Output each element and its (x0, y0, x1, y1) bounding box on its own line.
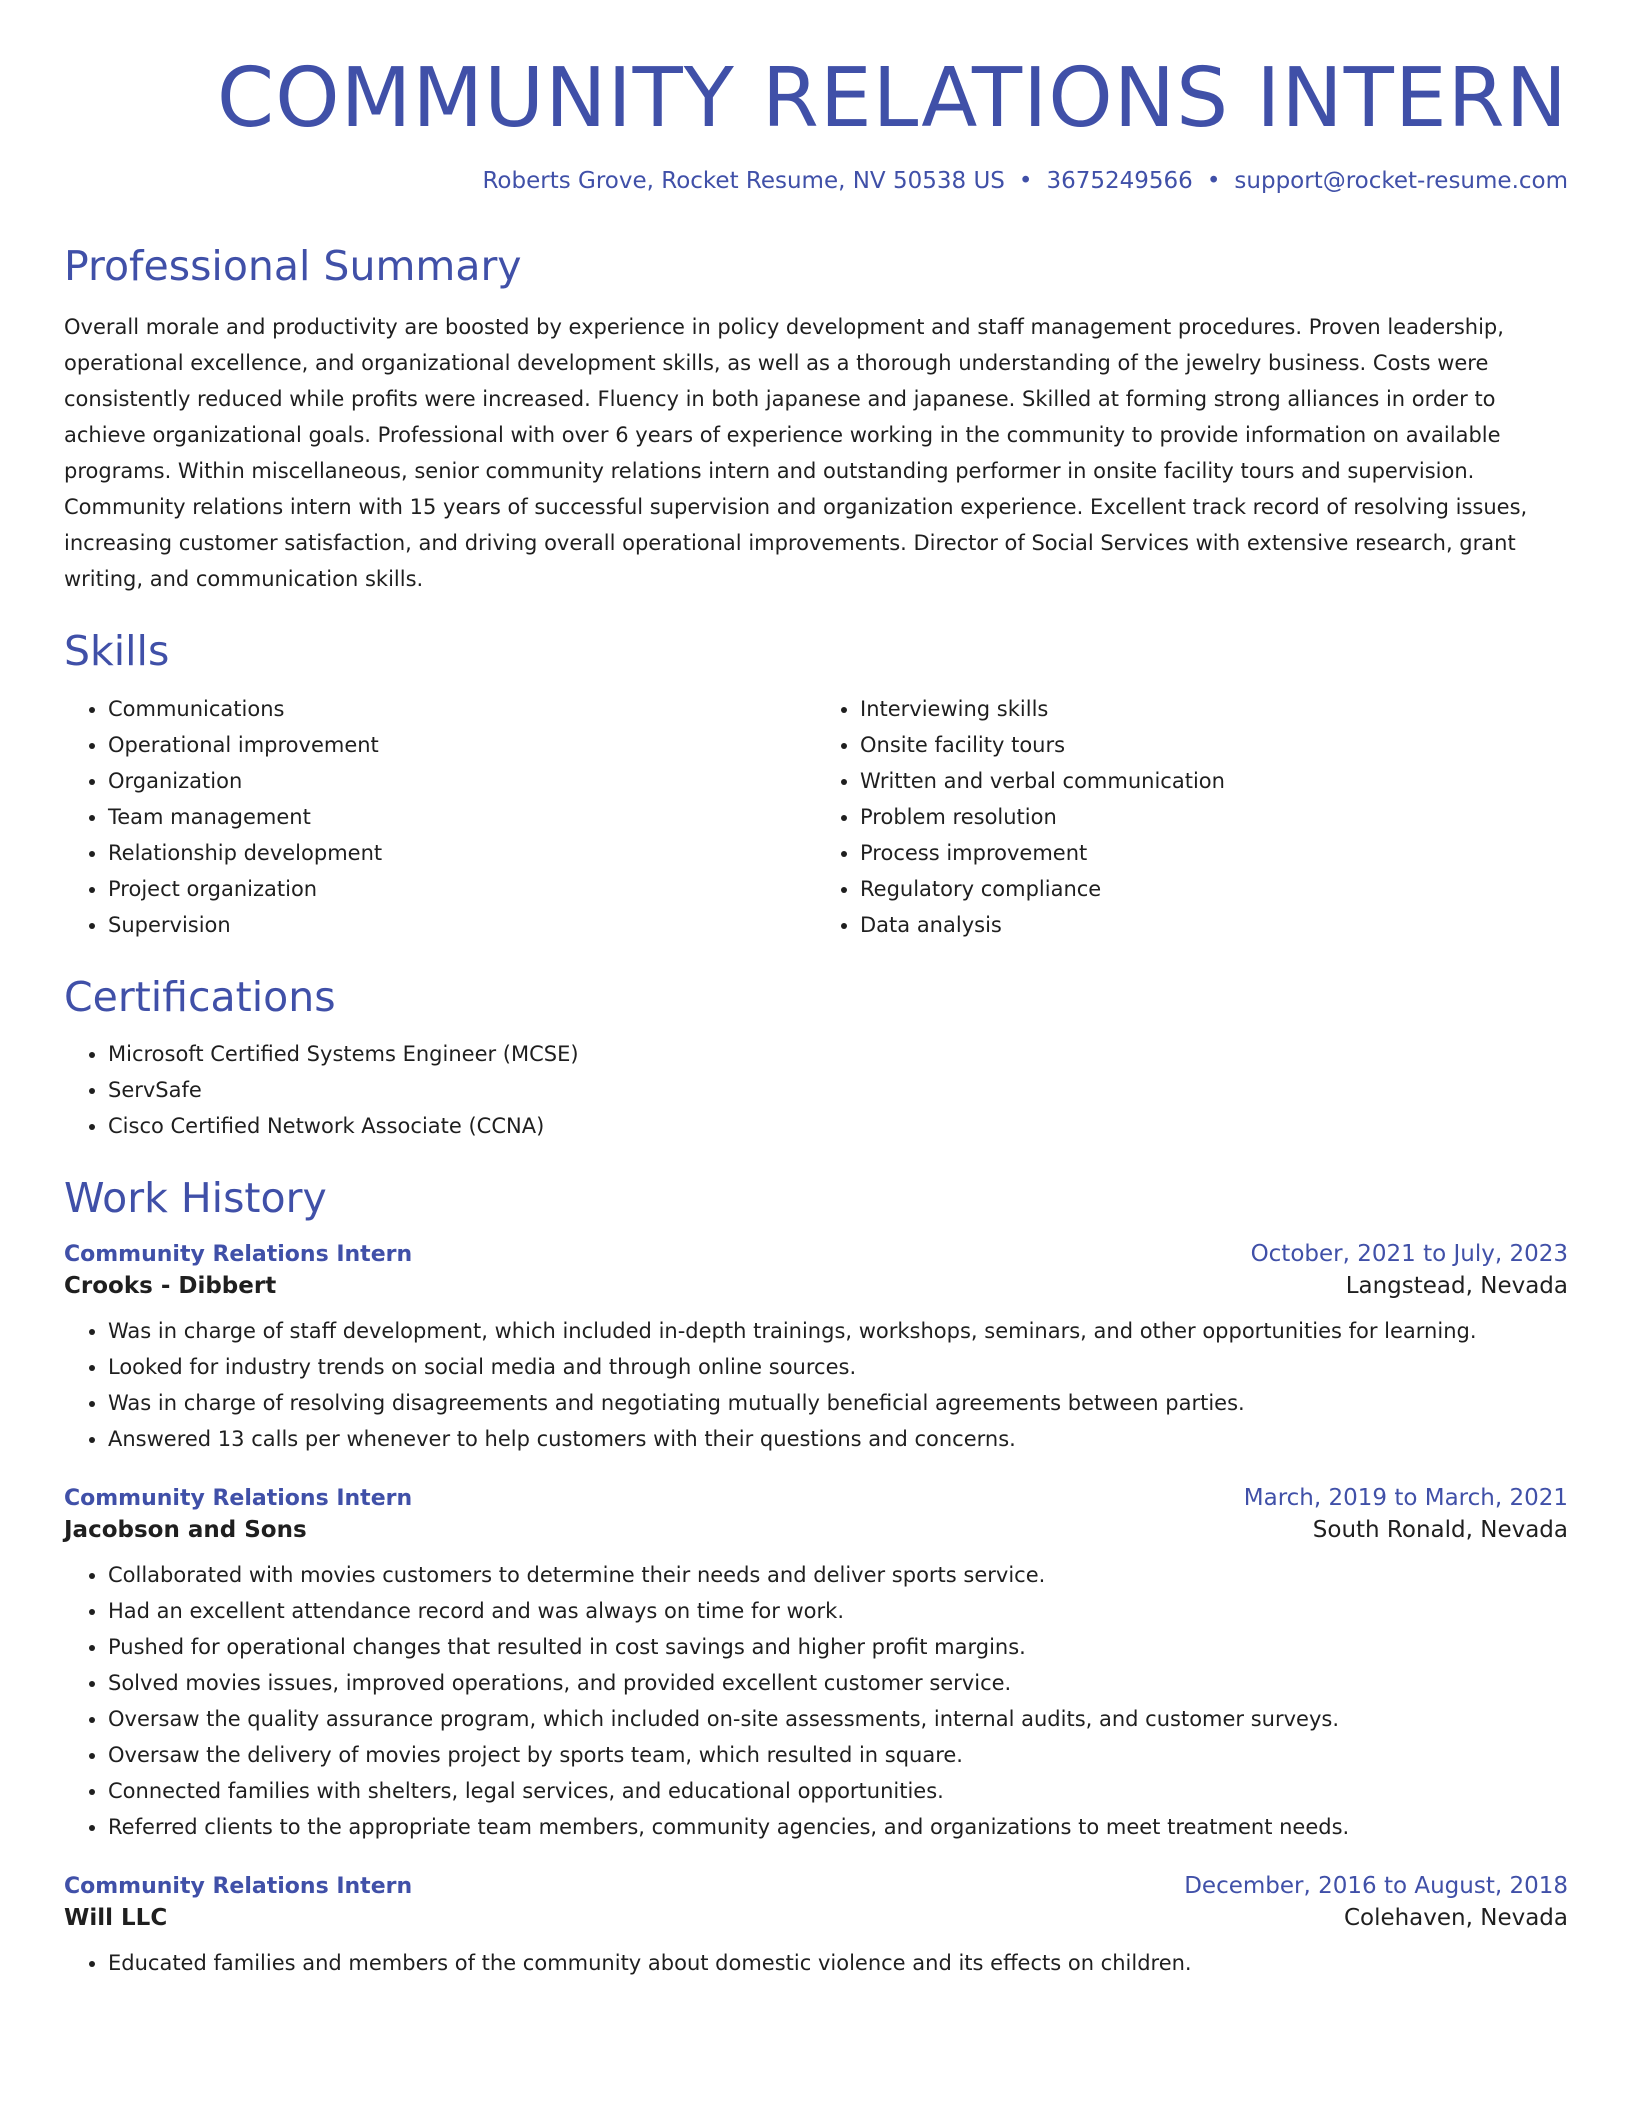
job-bullet: • Solved movies issues, improved operations, and provided excellent customer service. (108, 1665, 1568, 1701)
job-bullets (64, 1313, 1568, 1457)
skill-item: • Process improvement (860, 835, 1568, 871)
job-entry (64, 1873, 1568, 1981)
certifications-heading: Certifications (64, 972, 336, 1021)
job-location: South Ronald, Nevada (1312, 1517, 1568, 1544)
summary-heading: Professional Summary (64, 242, 522, 291)
job-bullet: • Collaborated with movies customers to determine their needs and deliver sports service. (108, 1557, 1568, 1593)
certification-item: • Microsoft Certified Systems Engineer (MCSE) (108, 1036, 1568, 1072)
job-bullet: • Referred clients to the appropriate team members, community agencies, and organizations to meet treatment needs. (108, 1809, 1568, 1845)
job-bullets (64, 1557, 1568, 1845)
skill-item: • Written and verbal communication (860, 763, 1568, 799)
skills-heading: Skills (64, 627, 170, 676)
skill-item: • Communications (108, 691, 816, 727)
job-title: Community Relations Intern (64, 1242, 413, 1268)
summary-text: Overall morale and productivity are boosted by experience in policy development and staff management procedures. Proven leadership, operational excellence, and organizational development skills, as well as a thorough understanding of the jewelry business. Costs were consistently reduced while profits were increased. Fluency in both japanese and japanese. Skilled at forming strong alliances in order to achieve organizational goals. Professional with over 6 years of experience working in the community to provide information on available programs. Within miscellaneous, senior community relations intern and outstanding performer in onsite facility tours and supervision. Community relations intern with 15 years of successful supervision and organization experience. Excellent track record of resolving issues, increasing customer satisfaction, and driving overall operational improvements. Director of Social Services with extensive research, grant writing, and communication skills. (64, 315, 1528, 592)
job-bullet: • Oversaw the quality assurance program, which included on-site assessments, internal audits, and customer surveys. (108, 1701, 1568, 1737)
contact-line (64, 168, 1568, 194)
skill-item: • Problem resolution (860, 799, 1568, 835)
job-bullet: • Looked for industry trends on social media and through online sources. (108, 1349, 1568, 1385)
job-bullet: • Connected families with shelters, legal services, and educational opportunities. (108, 1773, 1568, 1809)
skills-columns (64, 691, 1568, 943)
job-bullet: • Was in charge of resolving disagreements and negotiating mutually beneficial agreements between parties. (108, 1385, 1568, 1421)
job-company: Will LLC (64, 1905, 168, 1932)
job-company: Jacobson and Sons (64, 1517, 307, 1544)
job-bullet: • Pushed for operational changes that resulted in cost savings and higher profit margins. (108, 1629, 1568, 1665)
skill-item: • Organization (108, 763, 816, 799)
job-header (64, 1241, 1568, 1267)
job-entry (64, 1485, 1568, 1845)
certifications-list (64, 1036, 1568, 1144)
resume-page (64, 0, 1568, 1981)
skill-item: • Operational improvement (108, 727, 816, 763)
job-dates: October, 2021 to July, 2023 (1250, 1241, 1568, 1268)
job-subheader (64, 1905, 1568, 1931)
job-bullet: • Answered 13 calls per whenever to help customers with their questions and concerns. (108, 1421, 1568, 1457)
work-history-heading: Work History (64, 1173, 327, 1222)
job-header (64, 1873, 1568, 1899)
contact-separator: • (1206, 168, 1221, 195)
job-dates: March, 2019 to March, 2021 (1243, 1485, 1568, 1512)
certification-item: • ServSafe (108, 1072, 1568, 1108)
contact-separator: • (1018, 168, 1033, 195)
job-entry (64, 1241, 1568, 1457)
resume-title: COMMUNITY RELATIONS INTERN (216, 51, 1568, 146)
job-bullet: • Was in charge of staff development, which included in-depth trainings, workshops, seminars, and other opportunities for learning. (108, 1313, 1568, 1349)
skill-item: • Regulatory compliance (860, 871, 1568, 907)
skills-left-list (64, 691, 816, 943)
job-bullets (64, 1945, 1568, 1981)
skills-right-list (816, 691, 1568, 943)
skill-item: • Project organization (108, 871, 816, 907)
job-subheader (64, 1517, 1568, 1543)
job-location: Colehaven, Nevada (1343, 1905, 1568, 1932)
contact-email[interactable]: support@rocket-resume.com (1234, 168, 1568, 195)
skill-item: • Data analysis (860, 907, 1568, 943)
contact-address: Roberts Grove, Rocket Resume, NV 50538 US (482, 168, 1005, 195)
job-bullet: • Educated families and members of the community about domestic violence and its effects on children. (108, 1945, 1568, 1981)
skill-item: • Team management (108, 799, 816, 835)
job-location: Langstead, Nevada (1345, 1273, 1568, 1300)
certification-item: • Cisco Certified Network Associate (CCNA) (108, 1108, 1568, 1144)
job-bullet: • Had an excellent attendance record and was always on time for work. (108, 1593, 1568, 1629)
skill-item: • Relationship development (108, 835, 816, 871)
job-dates: December, 2016 to August, 2018 (1184, 1873, 1568, 1900)
job-subheader (64, 1273, 1568, 1299)
job-bullet: • Oversaw the delivery of movies project by sports team, which resulted in square. (108, 1737, 1568, 1773)
job-title: Community Relations Intern (64, 1486, 413, 1512)
skill-item: • Onsite facility tours (860, 727, 1568, 763)
skill-item: • Supervision (108, 907, 816, 943)
skill-item: • Interviewing skills (860, 691, 1568, 727)
job-header (64, 1485, 1568, 1511)
contact-phone: 3675249566 (1046, 168, 1193, 195)
job-company: Crooks - Dibbert (64, 1273, 277, 1300)
job-title: Community Relations Intern (64, 1874, 413, 1900)
